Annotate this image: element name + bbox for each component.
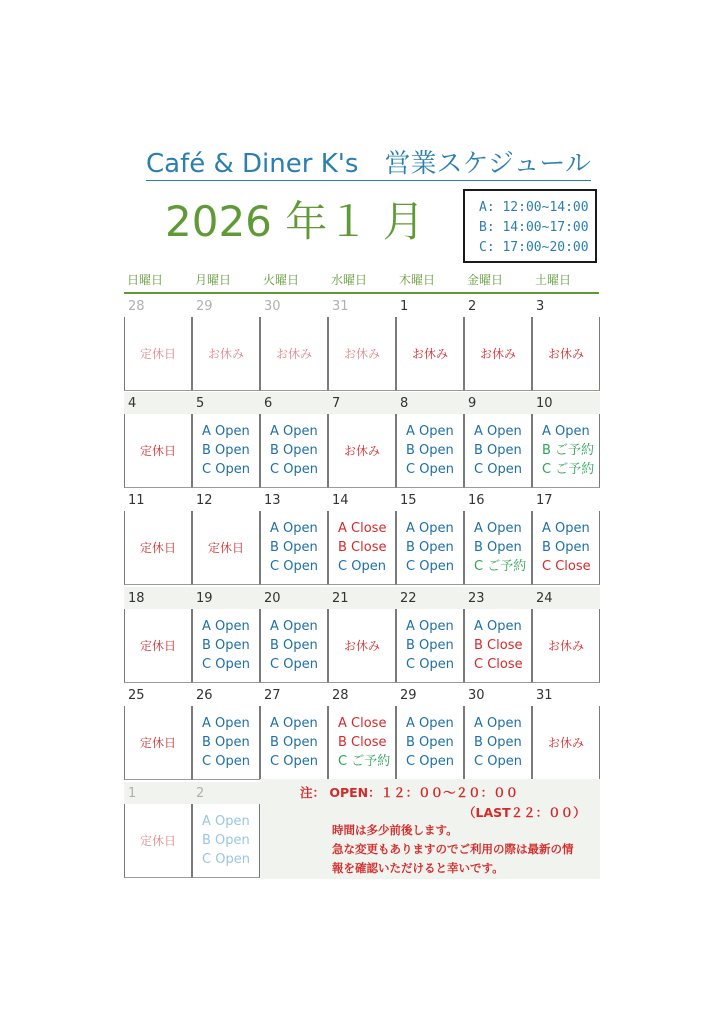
slot-status: B Close bbox=[474, 638, 523, 653]
slot-status: B Open bbox=[270, 540, 318, 555]
date-number: 23 bbox=[468, 591, 485, 606]
note-line: 急な変更もありますのでご利用の際は最新の情 bbox=[332, 842, 574, 856]
page-title: Café & Diner K's 営業スケジュール bbox=[146, 149, 591, 179]
note-last-order: （LAST２２：００） bbox=[463, 805, 586, 820]
slot-status: B Open bbox=[474, 540, 522, 555]
legend-slot-b: B: 14:00~17:00 bbox=[479, 220, 589, 235]
slot-status: A Open bbox=[406, 716, 454, 731]
slot-status: C Open bbox=[202, 462, 250, 477]
day-cell bbox=[260, 706, 328, 780]
month-heading: 2026 年１ 月 bbox=[165, 197, 425, 246]
date-number: 5 bbox=[196, 396, 205, 411]
date-row bbox=[124, 684, 600, 706]
slot-status: A Open bbox=[474, 424, 522, 439]
weekday-sun: 日曜日 bbox=[127, 273, 164, 287]
date-number: 29 bbox=[196, 299, 213, 314]
slot-status: C ご予約 bbox=[338, 754, 391, 769]
date-number: 27 bbox=[264, 688, 281, 703]
date-number: 28 bbox=[128, 299, 145, 314]
slot-status: C Open bbox=[474, 754, 522, 769]
date-number: 6 bbox=[264, 396, 273, 411]
day-cell bbox=[192, 609, 260, 683]
legend-slot-c: C: 17:00~20:00 bbox=[479, 240, 589, 255]
slot-status: C Close bbox=[542, 559, 591, 574]
day-cell bbox=[192, 706, 260, 780]
slot-status: A Open bbox=[474, 619, 522, 634]
slot-status: A Open bbox=[474, 521, 522, 536]
date-number: 2 bbox=[196, 786, 205, 801]
date-number: 1 bbox=[128, 786, 137, 801]
slot-status: B Open bbox=[406, 540, 454, 555]
date-number: 15 bbox=[400, 493, 417, 508]
weekday-header bbox=[124, 268, 599, 294]
date-number: 3 bbox=[536, 299, 545, 314]
slot-status: A Open bbox=[542, 521, 590, 536]
date-number: 31 bbox=[536, 688, 553, 703]
slot-status: A Open bbox=[270, 521, 318, 536]
day-cell bbox=[464, 414, 532, 488]
date-number: 4 bbox=[128, 396, 137, 411]
date-number: 28 bbox=[332, 688, 349, 703]
slot-status: C Open bbox=[406, 657, 454, 672]
date-number: 19 bbox=[196, 591, 213, 606]
day-cell: お休み bbox=[192, 317, 260, 391]
slot-status: C Open bbox=[202, 657, 250, 672]
slot-status: B Open bbox=[406, 443, 454, 458]
slot-status: B Open bbox=[406, 638, 454, 653]
weekday-sat: 土曜日 bbox=[535, 273, 572, 287]
slot-status: A Open bbox=[270, 619, 318, 634]
date-number: 1 bbox=[400, 299, 409, 314]
slot-status: A Open bbox=[202, 424, 250, 439]
day-cell: お休み bbox=[328, 317, 396, 391]
date-row bbox=[124, 295, 600, 317]
day-cell: お休み bbox=[328, 414, 396, 488]
date-number: 12 bbox=[196, 493, 213, 508]
time-slot-legend bbox=[463, 189, 597, 263]
slot-status: B Open bbox=[202, 833, 250, 848]
day-cell bbox=[192, 804, 260, 878]
day-cell bbox=[464, 511, 532, 585]
day-cell bbox=[260, 414, 328, 488]
slot-status: B ご予約 bbox=[542, 443, 595, 458]
date-number: 30 bbox=[468, 688, 485, 703]
slot-status: A Close bbox=[338, 716, 387, 731]
date-number: 9 bbox=[468, 396, 477, 411]
slot-status: A Open bbox=[270, 424, 318, 439]
slot-status: C Open bbox=[406, 754, 454, 769]
date-number: 31 bbox=[332, 299, 349, 314]
day-cell bbox=[532, 414, 600, 488]
slot-status: C Open bbox=[202, 754, 250, 769]
date-number: 8 bbox=[400, 396, 409, 411]
date-number: 20 bbox=[264, 591, 281, 606]
weekday-mon: 月曜日 bbox=[195, 273, 232, 287]
date-number: 13 bbox=[264, 493, 281, 508]
note-line: 時間は多少前後します。 bbox=[332, 823, 458, 837]
day-cell: お休み bbox=[396, 317, 464, 391]
slot-status: B Open bbox=[542, 540, 590, 555]
weekday-fri: 金曜日 bbox=[467, 273, 504, 287]
day-cell: 定休日 bbox=[124, 804, 192, 878]
date-row bbox=[124, 392, 600, 414]
slot-status: B Open bbox=[406, 735, 454, 750]
date-number: 29 bbox=[400, 688, 417, 703]
slot-status: C Open bbox=[406, 462, 454, 477]
day-cell: 定休日 bbox=[124, 511, 192, 585]
slot-status: B Open bbox=[270, 735, 318, 750]
note-line: 報を確認いただけると幸いです。 bbox=[332, 861, 504, 875]
date-number: 10 bbox=[536, 396, 553, 411]
date-number: 17 bbox=[536, 493, 553, 508]
date-number: 2 bbox=[468, 299, 477, 314]
date-number: 22 bbox=[400, 591, 417, 606]
slot-status: A Open bbox=[202, 814, 250, 829]
day-cell bbox=[396, 706, 464, 780]
day-cell: 定休日 bbox=[124, 609, 192, 683]
date-number: 24 bbox=[536, 591, 553, 606]
date-number: 7 bbox=[332, 396, 341, 411]
slot-status: B Open bbox=[474, 443, 522, 458]
slot-status: B Close bbox=[338, 735, 387, 750]
date-number: 25 bbox=[128, 688, 145, 703]
day-cell: お休み bbox=[328, 609, 396, 683]
date-number: 21 bbox=[332, 591, 349, 606]
slot-status: A Open bbox=[406, 521, 454, 536]
day-cell bbox=[464, 706, 532, 780]
day-cell bbox=[328, 511, 396, 585]
date-number: 18 bbox=[128, 591, 145, 606]
day-cell bbox=[464, 609, 532, 683]
weekday-thu: 木曜日 bbox=[399, 273, 436, 287]
date-number: 16 bbox=[468, 493, 485, 508]
date-number: 26 bbox=[196, 688, 213, 703]
slot-status: A Open bbox=[542, 424, 590, 439]
legend-slot-a: A: 12:00~14:00 bbox=[479, 200, 589, 215]
notes-box bbox=[260, 779, 600, 879]
slot-status: A Open bbox=[406, 424, 454, 439]
slot-status: C Open bbox=[270, 754, 318, 769]
slot-status: B Open bbox=[270, 638, 318, 653]
slot-status: B Open bbox=[270, 443, 318, 458]
slot-status: B Open bbox=[474, 735, 522, 750]
day-cell bbox=[396, 609, 464, 683]
day-cell: お休み bbox=[532, 317, 600, 391]
date-row bbox=[124, 782, 260, 804]
day-cell bbox=[192, 414, 260, 488]
day-cell: お休み bbox=[260, 317, 328, 391]
slot-status: C Close bbox=[474, 657, 523, 672]
day-cell: 定休日 bbox=[124, 414, 192, 488]
day-cell bbox=[260, 511, 328, 585]
weekday-tue: 火曜日 bbox=[263, 273, 300, 287]
day-cell: 定休日 bbox=[192, 511, 260, 585]
day-cell bbox=[396, 414, 464, 488]
date-number: 14 bbox=[332, 493, 349, 508]
date-number: 11 bbox=[128, 493, 145, 508]
day-cell bbox=[328, 706, 396, 780]
slot-status: C ご予約 bbox=[474, 559, 527, 574]
slot-status: A Close bbox=[338, 521, 387, 536]
note-hours: 注： OPEN：１２：００～２０：００ bbox=[300, 785, 519, 800]
slot-status: C Open bbox=[202, 852, 250, 867]
slot-status: A Open bbox=[202, 619, 250, 634]
slot-status: A Open bbox=[270, 716, 318, 731]
date-number: 30 bbox=[264, 299, 281, 314]
slot-status: A Open bbox=[202, 716, 250, 731]
day-cell: 定休日 bbox=[124, 317, 192, 391]
slot-status: B Open bbox=[202, 443, 250, 458]
date-row bbox=[124, 489, 600, 511]
weekday-wed: 水曜日 bbox=[331, 273, 368, 287]
day-cell: お休み bbox=[532, 609, 600, 683]
day-cell bbox=[260, 609, 328, 683]
slot-status: A Open bbox=[474, 716, 522, 731]
slot-status: C Open bbox=[270, 462, 318, 477]
slot-status: B Open bbox=[202, 638, 250, 653]
slot-status: A Open bbox=[406, 619, 454, 634]
slot-status: C Open bbox=[270, 657, 318, 672]
slot-status: C Open bbox=[406, 559, 454, 574]
slot-status: C ご予約 bbox=[542, 462, 595, 477]
day-cell: お休み bbox=[464, 317, 532, 391]
date-row bbox=[124, 587, 600, 609]
slot-status: B Open bbox=[202, 735, 250, 750]
day-cell: 定休日 bbox=[124, 706, 192, 780]
day-cell: お休み bbox=[532, 706, 600, 780]
slot-status: C Open bbox=[270, 559, 318, 574]
slot-status: C Open bbox=[338, 559, 386, 574]
slot-status: C Open bbox=[474, 462, 522, 477]
day-cell bbox=[532, 511, 600, 585]
day-cell bbox=[396, 511, 464, 585]
slot-status: B Close bbox=[338, 540, 387, 555]
